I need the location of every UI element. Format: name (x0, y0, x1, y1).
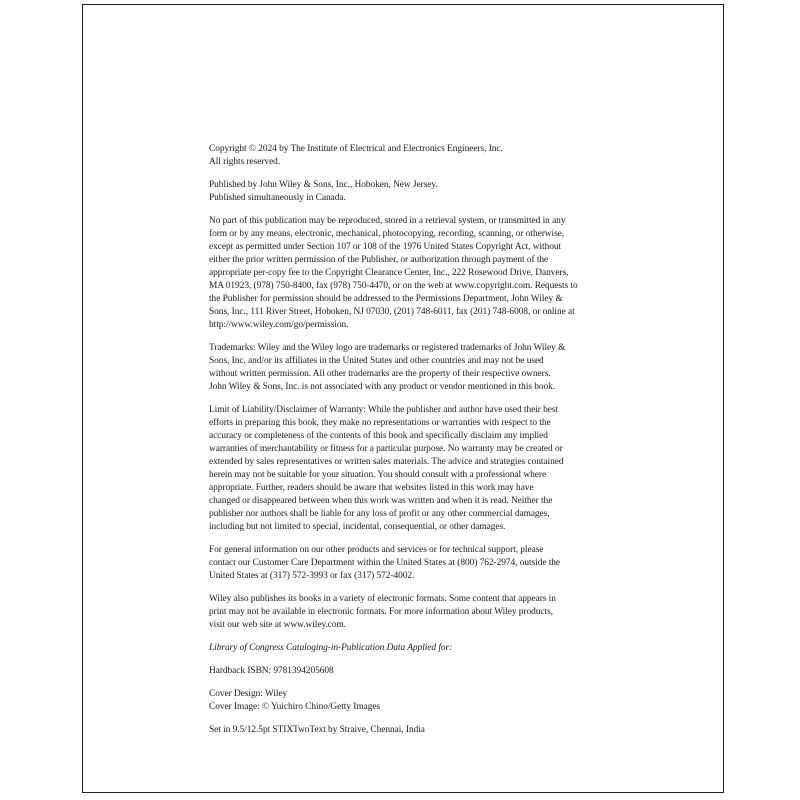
rights-reserved-line: All rights reserved. (209, 157, 281, 167)
copyright-block (209, 143, 679, 169)
general-information-paragraph: For general information on our other products and services or for technical support, please contact our Customer Care Department within the United States at (800) 762-2974, outside the United States at (317) 572-3993 or fax (317) 572-4002. (209, 545, 561, 581)
liability-disclaimer-paragraph: Limit of Liability/Disclaimer of Warranty: While the publisher and author have used their best efforts in preparing this book, they make no representations or warranties with respect to the accuracy or completeness of the contents of this book and specifically disclaim any implied warranties of merchantability or fitness for a particular purpose. No warranty may be created or extended by sales representatives or written sales materials. The advice and strategies contained herein may not be suitable for your situation. You should consult with a professional where appropriate. Further, readers should be aware that websites listed in this work may have changed or disappeared between when this work was written and when it is read. Neither the publisher nor authors shall be liable for any loss of profit or any other commercial damages, including but not limited to special, incidental, consequential, or other damages. (209, 405, 564, 532)
cover-design-line: Cover Design: Wiley (209, 689, 288, 699)
cover-image-line: Cover Image: © Yuichiro Chino/Getty Images (209, 702, 381, 712)
copyright-page-content (209, 143, 679, 747)
trademarks-paragraph: Trademarks: Wiley and the Wiley logo are trademarks or registered trademarks of John Wiley & Sons, Inc. and/or its affiliates in the United States and other countries and may not be used without written permission. All other trademarks are the property of their respective owners. John Wiley & Sons, Inc. is not associated with any product or vendor mentioned in this book. (209, 343, 566, 392)
published-canada-line: Published simultaneously in Canada. (209, 193, 346, 203)
copyright-line: Copyright © 2024 by The Institute of Electrical and Electronics Engineers, Inc. (209, 144, 503, 154)
electronic-formats-paragraph: Wiley also publishes its books in a variety of electronic formats. Some content that appears in print may not be available in electronic formats. For more information about Wiley products, visit our web site at www.wiley.com. (209, 594, 556, 630)
permissions-paragraph: No part of this publication may be reproduced, stored in a retrieval system, or transmitted in any form or by any means, electronic, mechanical, photocopying, recording, scanning, or otherwise, except as permitted under Section 107 or 108 of the 1976 United States Copyright Act, without either the prior written permission of the Publisher, or authorization through payment of the appropriate per-copy fee to the Copyright Clearance Center, Inc., 222 Rosewood Drive, Danvers, MA 01923, (978) 750-8400, fax (978) 750-4470, or on the web at www.copyright.com. Requests to the Publisher for permission should be addressed to the Permissions Department, John Wiley & Sons, Inc., 111 River Street, Hoboken, NJ 07030, (201) 748-6011, fax (201) 748-6008, or online at http://www.wiley.com/go/permission. (209, 216, 578, 330)
library-of-congress-line: Library of Congress Cataloging-in-Publication Data Applied for: (209, 643, 453, 653)
publisher-block (209, 179, 679, 205)
isbn-line: Hardback ISBN: 9781394205608 (209, 666, 334, 676)
typeset-line: Set in 9.5/12.5pt STIXTwoText by Straive, Chennai, India (209, 725, 425, 735)
published-by-line: Published by John Wiley & Sons, Inc., Hoboken, New Jersey. (209, 180, 438, 190)
document-page (82, 4, 724, 793)
cover-credits-block (209, 688, 679, 714)
